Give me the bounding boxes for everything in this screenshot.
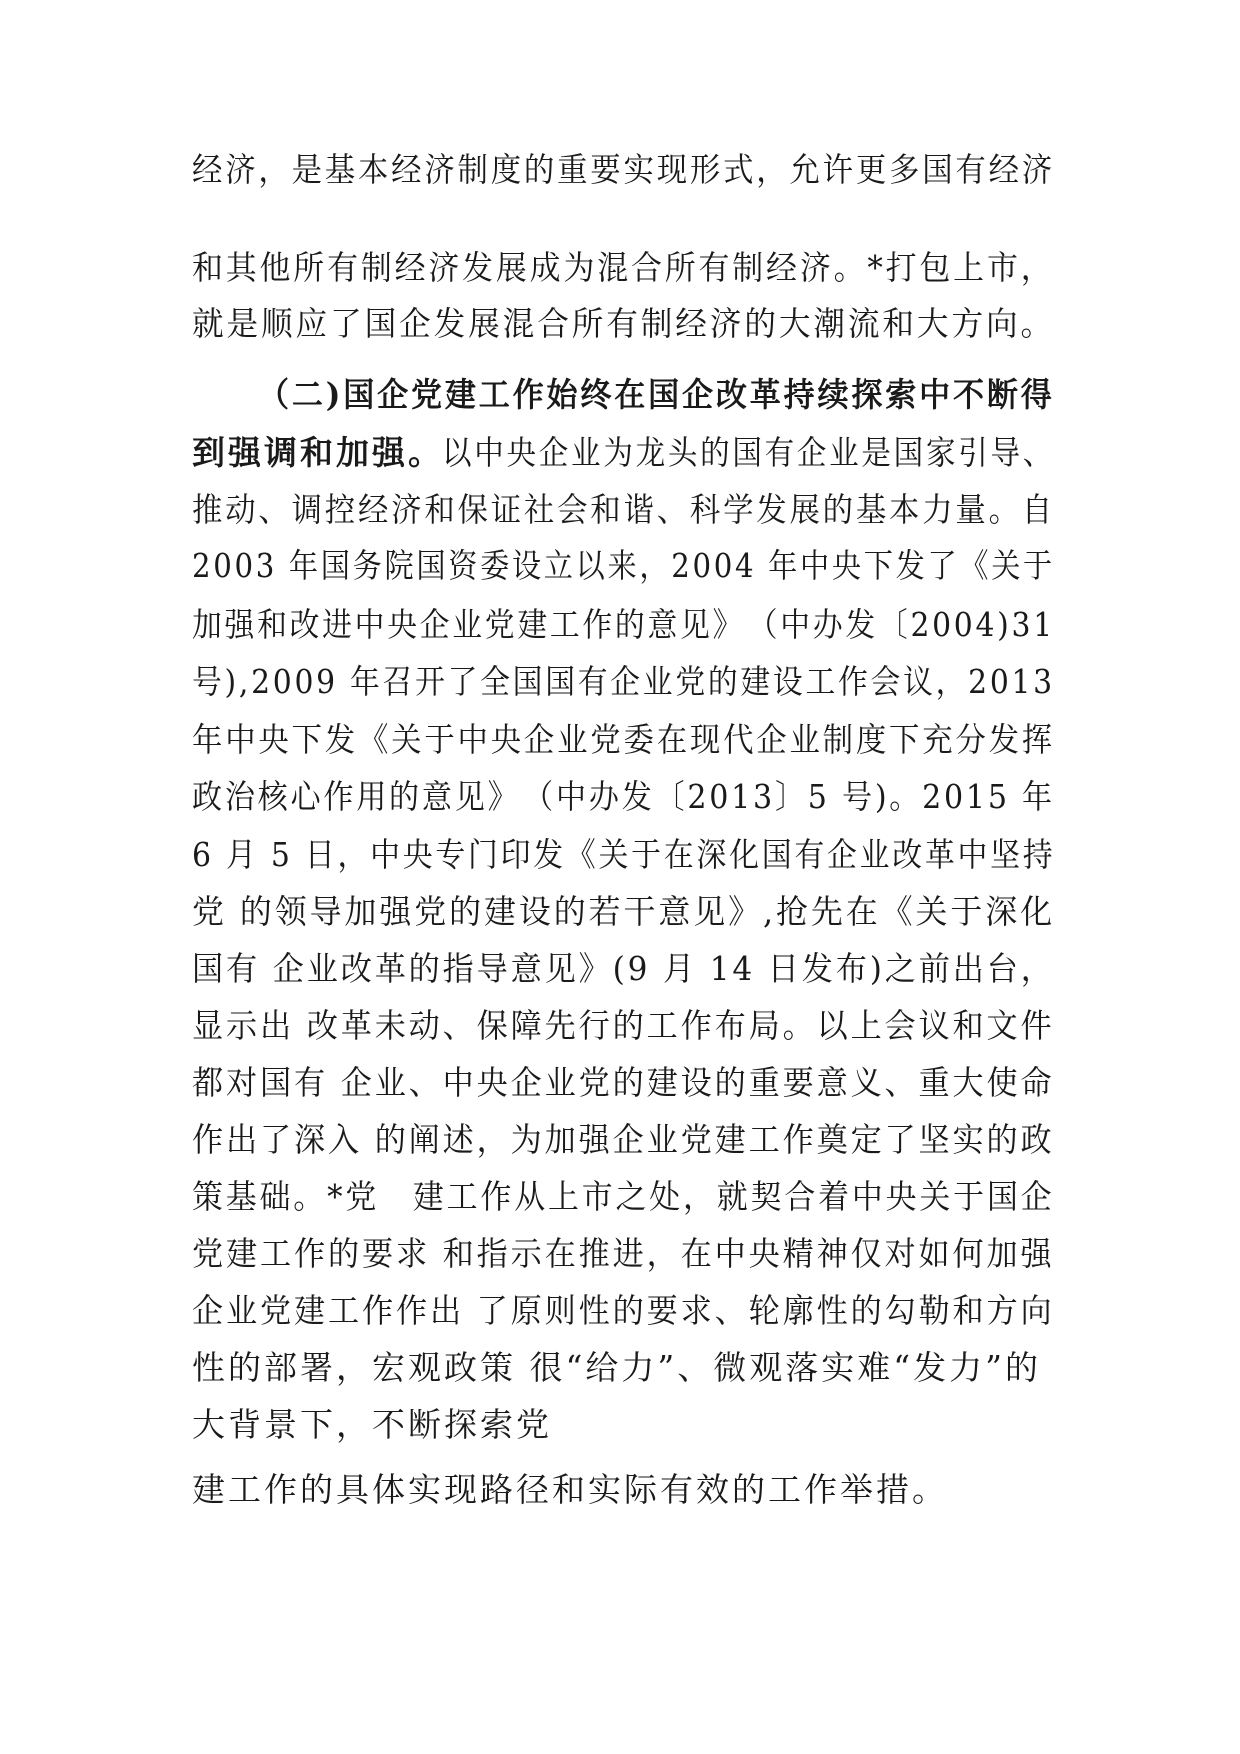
section-heading-line: 到强调和加强。 xyxy=(192,433,444,472)
paragraph-line: 党 的领导加强党的建设的若干意见》,抢先在《关于深化 xyxy=(192,892,1056,931)
paragraph-line: 以中央企业为龙头的国有企业是国家引导、 xyxy=(442,433,1056,472)
paragraph-line: 和其他所有制经济发展成为混合所有制经济。*打包上市， xyxy=(192,248,1055,287)
paragraph-line: 都对国有 企业、中央企业党的建设的重要意义、重大使命 xyxy=(192,1063,1055,1102)
paragraph-line: 推动、调控经济和保证社会和谐、科学发展的基本力量。自 xyxy=(192,490,1055,529)
paragraph-line: 性的部署，宏观政策 很“给力”、微观落实难“发力”的 xyxy=(192,1348,1041,1387)
paragraph-line: 年中央下发《关于中央企业党委在现代企业制度下充分发挥 xyxy=(192,720,1055,759)
paragraph-line: 策基础。*党 建工作从上市之处，就契合着中央关于国企 xyxy=(192,1177,1055,1216)
paragraph-line: 经济，是基本经济制度的重要实现形式，允许更多国有经济 xyxy=(192,150,1055,189)
paragraph-line: 建工作的具体实现路径和实际有效的工作举措。 xyxy=(192,1470,948,1509)
paragraph-line: 党建工作的要求 和指示在推进，在中央精神仅对如何加强 xyxy=(192,1234,1055,1273)
paragraph-line: 号),2009 年召开了全国国有企业党的建设工作会议，2013 xyxy=(192,662,1055,701)
paragraph-line: 作出了深入 的阐述，为加强企业党建工作奠定了坚实的政 xyxy=(192,1120,1055,1159)
paragraph-line: 2003 年国务院国资委设立以来，2004 年中央下发了《关于 xyxy=(192,546,1055,585)
section-heading-line: （二)国企党建工作始终在国企改革持续探索中不断得 xyxy=(258,375,1055,414)
paragraph-line: 就是顺应了国企发展混合所有制经济的大潮流和大方向。 xyxy=(192,304,1056,343)
paragraph-line: 大背景下，不断探索党 xyxy=(192,1405,552,1444)
paragraph-line: 企业党建工作作出 了原则性的要求、轮廓性的勾勒和方向 xyxy=(192,1291,1055,1330)
paragraph-line: 显示出 改革未动、保障先行的工作布局。以上会议和文件 xyxy=(192,1006,1055,1045)
paragraph-line: 加强和改进中央企业党建工作的意见》 （中办发〔2004)31 xyxy=(192,605,1055,644)
paragraph-line: 国有 企业改革的指导意见》(9 月 14 日发布)之前出台， xyxy=(192,949,1055,988)
paragraph-line: 6 月 5 日，中央专门印发《关于在深化国有企业改革中坚持 xyxy=(192,835,1056,874)
paragraph-line: 政治核心作用的意见》 （中办发〔2013〕5 号)。2015 年 xyxy=(192,777,1055,816)
